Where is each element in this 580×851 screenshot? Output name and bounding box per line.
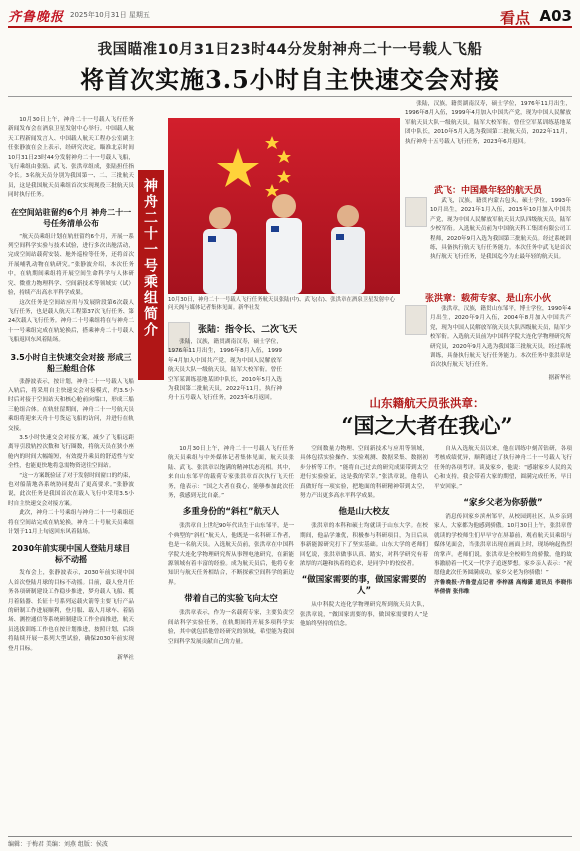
bio-paragraph: 武飞，汉族，籍贯内蒙古包头，硕士学位，1993年10月出生，2021年1月入伍，2015年10月加入中国共产党，现为中国人民解放军航天员大队四级航天员，陆军少校军衔。入选航天员前为中国航天科工集团有限公司工程师，2020年9月入选为我国第三批航天员。经过系统训练，具备执行航天飞行任务能力。本次任务中武飞是首次执行航天飞行任务，是我国迄今为止最年轻的航天员。 bbox=[430, 198, 571, 261]
lead-paragraph: 10月30日上午，神舟二十一号载人飞行任务新闻发布会在酒泉卫星发射中心举行。中国载人航天工程新闻发言人、中国载人航天工程办公室副主任张静波在会上表示，经研究决定，瞄准北京时间10月31日23时44分发射神舟二十一号载人飞船，飞行乘组由张陆、武飞、张洪章组成，张陆担任指令长。3名航天员分别为我国第一、二、三批航天员，这是我国航天员乘组首次实现现役三批航天员同时执行任务。 bbox=[8, 117, 134, 199]
section-heading: 3.5小时自主快速交会对接 形成三船三舱组合体 bbox=[10, 352, 132, 373]
section-name: 看点 bbox=[499, 9, 530, 27]
bio-title: 张陆：指令长、二次飞天 bbox=[198, 325, 298, 335]
photo-caption: 10月30日，神舟二十一号载人飞行任务航天员张陆(中)、武飞(右)、张洪章在酒泉卫星发射中心问天阁与媒体记者集体见面。新华社发 bbox=[168, 297, 395, 311]
section-heading: 多重身份的“斜杠”航天人 bbox=[182, 507, 280, 518]
paragraph: 消息传回家乡滨州邹平，从校园到社区，从乡亲到家人，大家都为他感到骄傲。10月30日上午，张洪章曾就读的学校师生们早早守在屏幕前，观看航天员乘组与媒体见面会，当张洪章出现在画面上时，现场响起热烈的掌声。老师们说，张洪章是全校师生的骄傲，他的故事激励着一代又一代学子追逐梦想。家乡亲人表示：“祝愿他此次任务圆满成功，家乡父老为你骄傲！” bbox=[434, 514, 572, 577]
footer-credits: 编辑：于梅君 美编：刘燕 组版：侯波 bbox=[8, 836, 572, 848]
portrait-image bbox=[405, 197, 427, 227]
paragraph: 此次，神舟二十号乘组与神舟二十一号乘组还将在空间站完成在轨轮换，神舟二十号航天员乘组计划于11月上旬返回东风着陆场。 bbox=[8, 510, 134, 536]
section-heading: 带着自己的实验飞向太空 bbox=[184, 594, 278, 605]
portrait-image bbox=[405, 305, 427, 335]
bio-paragraph: 张洪章，汉族，籍贯山东邹平，博士学位，1990年4月出生，2020年9月入伍，2004年8月加入中国共产党，现为中国人民解放军航天员大队四级航天员，陆军少校军衔。入选航天员前为中国科学院大连化学物理研究所研究员，2020年9月入选为我国第三批航天员，经过系统训练，具备执行航天飞行任务能力。本次任务中张洪章是首次执行航天飞行任务。 bbox=[430, 306, 571, 369]
paragraph: 自从入选航天员以来，他在训练中刻苦钻研，各项考核成绩优异，顺利通过了执行神舟二十一号载人飞行任务的各项考评。谈及家乡，他说：“感谢家乡人民的关心和支持，我会带着大家的期望，圆满完成任务，早日平安回家。” bbox=[434, 446, 572, 490]
section-heading: “家乡父老为你骄傲” bbox=[463, 498, 543, 509]
bio-zhx-text bbox=[430, 305, 571, 373]
paragraph: 张洪章表示，作为一名载荷专家，主要负责空间站科学实验任务，在轨期间将开展多项科学实验，其中就包括他曾经研究的领域，希望能为我国空间科学发展贡献自己的力量。 bbox=[168, 610, 294, 645]
feature-subtitle: 山东籍航天员张洪章： bbox=[369, 396, 485, 410]
feature-title: “国之大者在我心” bbox=[341, 413, 513, 438]
subheadline: 我国瞄准10月31日23时44分发射神舟二十一号载人飞船 bbox=[97, 42, 483, 58]
paragraph: 空间数量力物理、空间新技术与应用等领域，具体包括实验操作、实验观测、数据采集、数据初步分析等工作。“能将自己过去的研究成果带到太空进行实验验证，这是我的荣幸。”张洪章说，他将认真做好每一项实验，把地面的科研精神带到太空，努力产出更多高水平科学成果。 bbox=[300, 446, 428, 500]
page-number: A03 bbox=[539, 7, 572, 25]
paper-logo: 齐鲁晚报 bbox=[8, 10, 65, 25]
divider bbox=[8, 96, 572, 97]
right-column-continue bbox=[405, 100, 571, 180]
bio-zhanglu bbox=[168, 322, 400, 335]
byline: 齐鲁晚报·齐鲁壹点记者 李梓涵 高梅潇 通讯员 李晓伟 毕倩倩 张伟维 bbox=[434, 579, 572, 596]
paragraph: 张静波表示，按计划，神舟二十一号载人飞船入轨后，将采用自主快速交会对接模式，约3.5小时后对接于空间站天和核心舱前向端口，形成三船三舱组合体。在轨驻留期间，神舟二十一号航天员乘组将迎来天舟十号货运飞船的访问，并进行在轨交接。 bbox=[8, 378, 134, 432]
bio-zhanglu-text-1 bbox=[168, 338, 282, 402]
paragraph: 发布会上，张静波表示，2030年前实现中国人首次登陆月球的目标不动摇。目前，载人登月任务各项研制建设工作稳步推进，梦舟载人飞船、揽月着陆器、长征十号系列运载火箭等主要飞行产品的研制工作进展顺利，登月服、载人月球车、着陆场、测控通信等系统研制建设工作全面推进，航天员选拔训练工作也在按计划推进，按照计划，后续将陆续开展一系列大型试验，确保2030年前实现登月目标。 bbox=[8, 570, 134, 652]
paragraph: “航天员乘组计划在轨驻留约6个月，开展一系列空间科学实验与技术试验，进行多次出舱活动，完成空间站载荷安装、舱外巡检等任务，还将首次开展哺乳动物在轨研究。”张静波介绍，本次任务中，在轨期间乘组将开展空间生命科学与人体研究、微重力物理科学、空间新技术等领域实（试）验，持续产出高水平科学成果。 bbox=[8, 233, 134, 297]
paragraph: 张洪章的本科和硕士均就读于山东大学。在校期间，他品学兼优，积极参与科研项目，为日后从事新能源研究打下了坚实基础。山东大学的老师们回忆说，张洪章做事认真、踏实，对科学研究有着浓厚的兴趣和执着的追求，是同学中的佼佼者。 bbox=[300, 523, 428, 568]
paragraph: 10月30日上午，神舟二十一号载人飞行任务航天员乘组与中外媒体记者集体见面，航天员张陆、武飞、张洪章以饱满的精神状态亮相。其中，来自山东邹平的载荷专家张洪章首次执行飞天任务，他表示：“国之大者在我心，能够参加此次任务，我感到无比自豪。” bbox=[168, 446, 294, 500]
section-heading: 在空间站驻留约6个月 神舟二十一号任务清单公布 bbox=[10, 207, 132, 228]
paragraph: 张洪章自上世纪90年代出生于山东邹平，是一个典型的“斜杠”航天人，他既是一名科研工作者，也是一名航天员。入选航天员前，张洪章在中国科学院大连化学物理研究所从事锂电池研究，在新能源领域有着丰富的经验。成为航天员后，他将专业知识与航天任务相结合，不断探索空间科学的新边界。 bbox=[168, 523, 294, 586]
byline: 新华社 bbox=[117, 655, 134, 662]
paragraph: 这次任务是空间站应用与发展阶段第6次载人飞行任务，也是载人航天工程第37次飞行任务、第24次载人飞行任务。神舟二十号乘组将在与神舟二十一号乘组完成在轨轮换后，搭乘神舟二十号载人飞船返回东风着陆场。 bbox=[8, 299, 134, 344]
paragraph: 从中科院大连化学物理研究所到航天员大队，张洪章说，“做国家需要的事，做国家需要的人”是他始终坚持的信念。 bbox=[300, 602, 428, 628]
paragraph: “这一方案既验证了对于发射时间窗口的约束，也对船箭地各系统协同提出了更高要求。”张静波说，此次任务是我国首次在载人飞行中采用3.5小时自主快速交会对接方案。 bbox=[8, 472, 134, 507]
crew-profile-title: 神舟二十一号乘组简介 bbox=[138, 170, 164, 380]
crew-photo bbox=[168, 118, 400, 294]
bio-paragraph: 张陆，汉族，籍贯湖南汉寿，硕士学位，1976年11月出生，1996年8月入伍，1999年4月加入中国共产党，现为中国人民解放军航天员大队一级航天员，陆军大校军衔。曾任空军某训练基地某团中队长，2010年5月入选为我国第二批航天员，2022年11月，执行神舟十五号载人飞行任务，2023年6月返回。 bbox=[405, 101, 571, 145]
byline: 据新华社 bbox=[548, 375, 571, 381]
feature-col-3 bbox=[434, 445, 572, 833]
main-headline: 将首次实施3.5小时自主快速交会对接 bbox=[80, 65, 500, 94]
bio-paragraph: 张陆，汉族，籍贯湖南汉寿，硕士学位，1976年11月出生，1996年8月入伍，1999年4月加入中国共产党，现为中国人民解放军航天员大队一级航天员，陆军大校军衔。曾任空军某训练基地某团中队长，2010年5月入选为我国第二批航天员，2022年11月，执行神舟十五号载人飞行任务，2023年6月返回。 bbox=[168, 339, 282, 402]
feature-col-1 bbox=[168, 445, 294, 833]
masthead bbox=[8, 6, 572, 28]
bio-title: 武飞：中国最年轻的航天员 bbox=[433, 186, 542, 196]
left-article bbox=[8, 116, 134, 831]
section-heading: 他是山大校友 bbox=[338, 507, 390, 518]
issue-date: 2025年10月31日 星期五 bbox=[70, 11, 150, 19]
feature-col-2 bbox=[300, 445, 428, 833]
bio-title: 张洪章：载荷专家、是山东小伙 bbox=[424, 294, 551, 304]
section-heading: “做国家需要的事，做国家需要的人” bbox=[301, 575, 427, 597]
bio-wufei-text bbox=[430, 197, 571, 283]
paragraph: 3.5小时快速交会对接方案，减少了飞船远距离导引段轨控次数和飞行圈数，将航天员在狭小座舱内的时间大幅缩短，有效提升乘员的舒适性与安全性，也能更快地将急需物资送往空间站。 bbox=[8, 434, 134, 470]
section-heading: 2030年前实现中国人登陆月球目标不动摇 bbox=[11, 544, 131, 565]
